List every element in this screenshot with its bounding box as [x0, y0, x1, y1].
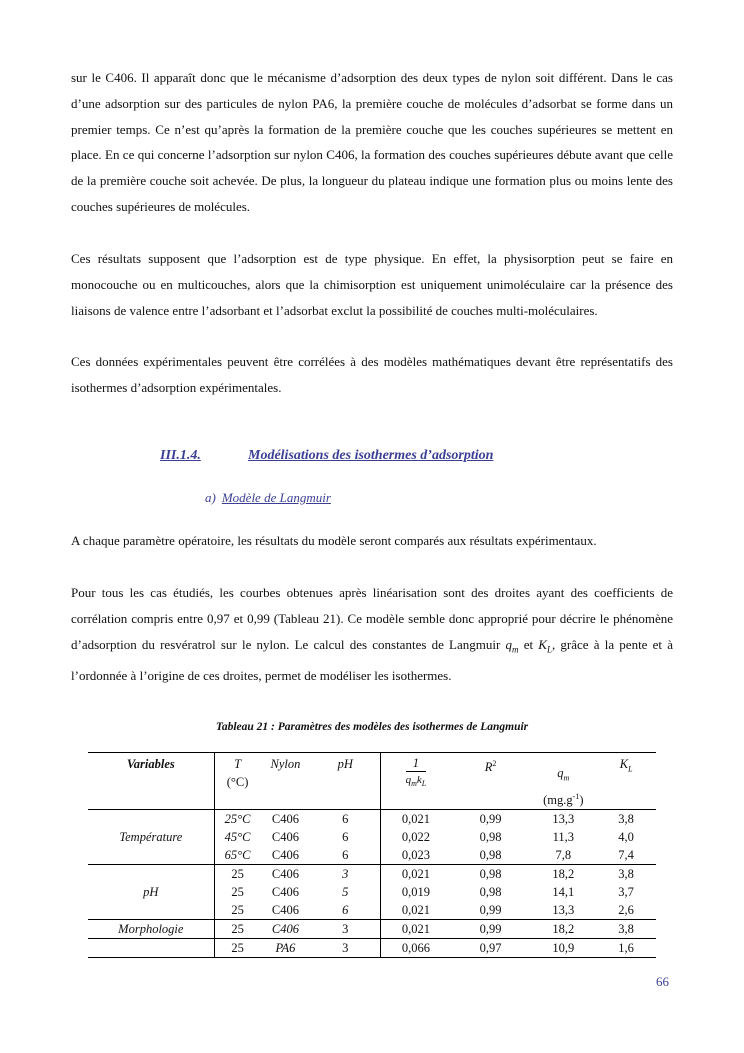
paragraph-adsorption-mechanism: sur le C406. Il apparaît donc que le mécanisme d’adsorption des deux types de nylon soit différent. Dans le cas d’une adsorption sur des particules de nylon PA6, la première couche de molécules d’adsorbat se forme dans un premier temps. Ce n’est qu’après la formation de la première couche que les couches supérieures se mettent en place. En ce qui concerne l’adsorption sur nylon C406, la formation des couches supérieures débute avant que celle de la première couche soit achevée. De plus, la longueur du plateau indique une formation plus ou moins lente des couches supérieures de molécules.	[71, 70, 673, 214]
cell-qm: 13,3	[530, 809, 596, 828]
header-temperature: T (°C)	[214, 753, 260, 810]
cell-inv: 0,021	[381, 809, 451, 828]
table-row	[88, 938, 656, 957]
cell-r2: 0,98	[479, 829, 502, 844]
paragraph-physisorption: Ces résultats supposent que l’adsorption est de type physique. En effet, la physisorption peut se faire en monocouche ou en multicouches, alors que la chimisorption est uniquement unimoléculaire car la présence des liaisons de valence entre l’adsorbant et l’adsorbat exclut la possibilité de couches multi-moléculaires.	[71, 251, 673, 318]
table-caption: Tableau 21 : Paramètres des modèles des isothermes de Langmuir	[215, 721, 529, 733]
subsection-marker: a)	[205, 490, 216, 505]
paragraph-linearisation	[71, 580, 673, 689]
cell-t: 25	[214, 919, 260, 938]
header-variables: Variables	[88, 753, 214, 810]
cell-nylon: C406	[271, 829, 299, 844]
table-row	[88, 864, 656, 883]
cell-qm: 10,9	[530, 938, 596, 957]
cell-r2: 0,98	[479, 847, 502, 862]
table-row	[88, 901, 656, 920]
subsection-heading	[205, 490, 331, 506]
cell-kl: 3,7	[618, 884, 634, 899]
cell-kl: 3,8	[596, 864, 656, 883]
cell-inv: 0,021	[401, 902, 430, 917]
cell-nylon: PA6	[261, 938, 311, 957]
cell-kl: 1,6	[596, 938, 656, 957]
cell-t: 45°C	[224, 829, 251, 844]
cell-kl: 4,0	[618, 829, 634, 844]
cell-qm: 7,8	[555, 847, 572, 862]
cell-ph: 6	[310, 846, 380, 865]
header-ph: pH	[310, 753, 380, 810]
cell-t: 25	[214, 864, 260, 883]
cell-ph: 6	[310, 828, 380, 846]
cell-inv: 0,022	[401, 829, 430, 844]
cell-ph: 5	[310, 883, 380, 901]
cell-kl: 3,8	[596, 809, 656, 828]
cell-qm: 11,3	[552, 829, 575, 844]
table-header-row	[88, 753, 656, 810]
cell-ph: 6	[310, 809, 380, 828]
header-qm: $q_m$ $(mg.g^{-1})$	[530, 753, 596, 810]
table-row	[88, 828, 656, 846]
cell-t: 25°C	[214, 809, 260, 828]
cell-r2: 0,97	[451, 938, 531, 957]
header-inverse-qmkl: $\frac{1}{q_mk_L}$	[381, 753, 451, 810]
cell-t: 25	[231, 902, 244, 917]
cell-r2: 0,99	[451, 809, 531, 828]
cell-t: 65°C	[224, 847, 251, 862]
group-label-temperature: Température	[88, 828, 214, 846]
cell-kl: 3,8	[596, 919, 656, 938]
cell-nylon: C406	[271, 902, 299, 917]
cell-nylon: C406	[271, 847, 299, 862]
cell-nylon: C406	[261, 809, 311, 828]
table-row	[88, 919, 656, 938]
cell-qm: 13,3	[552, 902, 575, 917]
cell-r2: 0,98	[451, 864, 531, 883]
table-row	[88, 883, 656, 901]
paragraph-comparison: A chaque paramètre opératoire, les résultats du modèle seront comparés aux résultats expérimentaux.	[71, 533, 597, 548]
cell-ph: 3	[310, 938, 380, 957]
header-kl: $K_L$	[596, 753, 656, 810]
cell-inv: 0,021	[381, 919, 451, 938]
cell-ph: 6	[310, 901, 380, 920]
cell-qm: 18,2	[530, 864, 596, 883]
subsection-title: Modèle de Langmuir	[221, 490, 331, 505]
page-number: 66	[656, 974, 669, 989]
section-number: III.1.4.	[160, 448, 201, 463]
cell-inv: 0,019	[401, 884, 430, 899]
paragraph-linearisation-text-a: Pour tous les cas étudiés, les courbes obtenues après linéarisation sont des droites ayant des coefficients de corrélation compris entre 0,97 et 0,99 (Tableau 21). Ce modèle semble donc approprié pour décrire le phénomène d’adsorption du resvératrol sur le nylon. Le calcul des constantes de Langmuir	[71, 585, 673, 652]
header-nylon: Nylon	[261, 753, 311, 810]
cell-nylon: C406	[261, 864, 311, 883]
langmuir-parameters-table	[88, 752, 656, 958]
group-label-ph: pH	[88, 883, 214, 901]
section-title: Modélisations des isothermes d’adsorption	[248, 448, 494, 463]
cell-nylon: C406	[271, 884, 299, 899]
cell-qm: 14,1	[552, 884, 575, 899]
cell-r2: 0,98	[479, 884, 502, 899]
paragraph-experimental-data: Ces données expérimentales peuvent être corrélées à des modèles mathématiques devant être représentatifs des isothermes d’adsorption expérimentales.	[71, 354, 673, 395]
cell-r2: 0,99	[451, 919, 531, 938]
cell-ph: 3	[310, 864, 380, 883]
kl-symbol: $K_L$	[538, 636, 552, 655]
cell-kl: 7,4	[618, 847, 634, 862]
paragraph-linearisation-text-b: , grâce à la pente et à l’ordonnée à l’origine de ces droites, permet de modéliser les isothermes.	[71, 636, 673, 683]
header-r2: $R^2$	[451, 753, 531, 810]
cell-ph: 3	[310, 919, 380, 938]
cell-t: 25	[214, 938, 260, 957]
group-label-morphologie: Morphologie	[88, 919, 214, 938]
cell-kl: 2,6	[618, 902, 634, 917]
cell-t: 25	[231, 884, 244, 899]
cell-inv: 0,066	[381, 938, 451, 957]
qm-symbol: $q_m$	[505, 636, 519, 655]
cell-inv: 0,021	[381, 864, 451, 883]
cell-inv: 0,023	[401, 847, 430, 862]
paragraph-linearisation-and: et	[518, 636, 539, 652]
table-row	[88, 846, 656, 865]
table-row	[88, 809, 656, 828]
cell-r2: 0,99	[479, 902, 502, 917]
cell-nylon: C406	[261, 919, 311, 938]
cell-qm: 18,2	[530, 919, 596, 938]
